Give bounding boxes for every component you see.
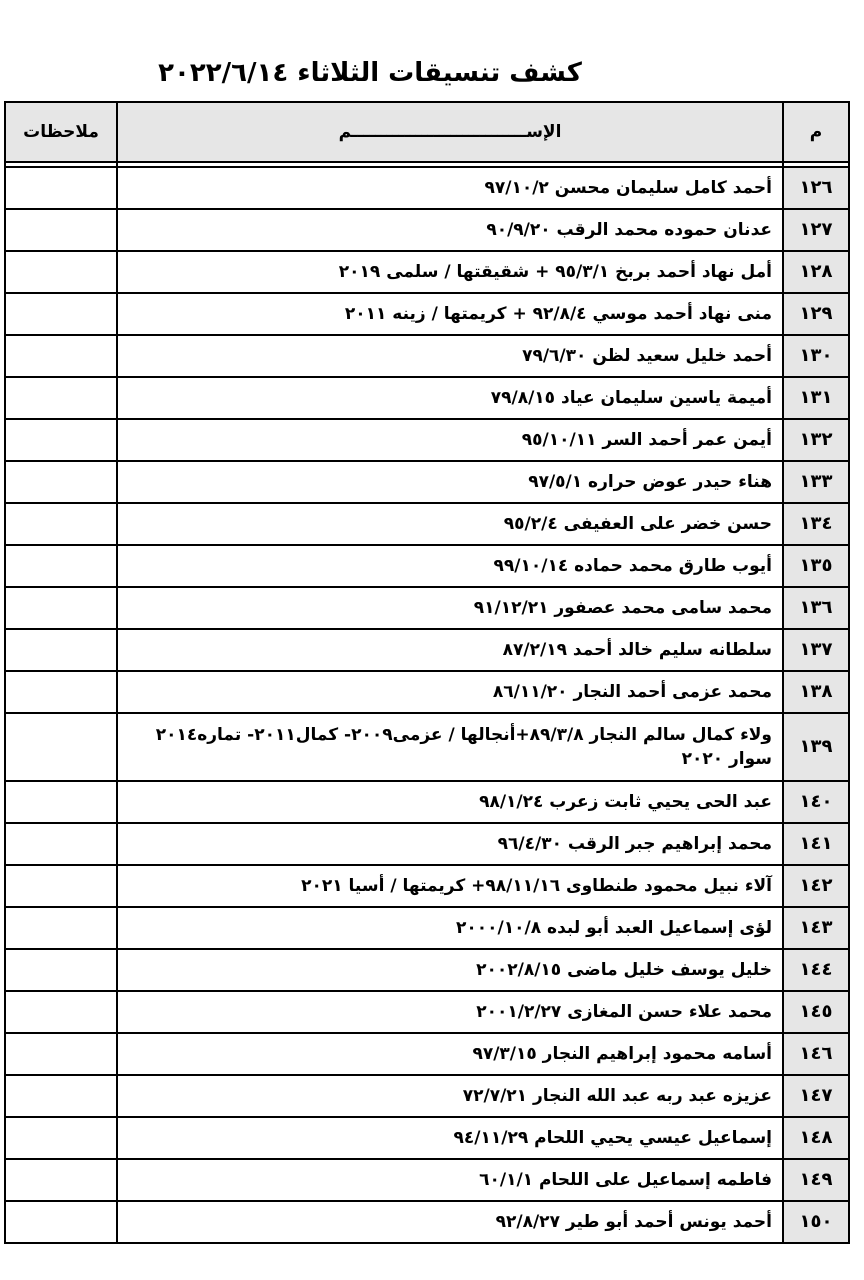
row-notes bbox=[5, 545, 117, 587]
row-name: أحمد يونس أحمد أبو طير ٩٢/٨/٢٧ bbox=[117, 1201, 783, 1243]
row-name: عدنان حموده محمد الرقب ٩٠/٩/٢٠ bbox=[117, 209, 783, 251]
table-row bbox=[5, 377, 849, 419]
row-name: أحمد خليل سعيد لظن ٧٩/٦/٣٠ bbox=[117, 335, 783, 377]
table-row bbox=[5, 907, 849, 949]
table-row bbox=[5, 629, 849, 671]
row-notes bbox=[5, 419, 117, 461]
row-number: ١٣٦ bbox=[783, 587, 849, 629]
row-number: ١٣٤ bbox=[783, 503, 849, 545]
row-notes bbox=[5, 713, 117, 781]
row-notes bbox=[5, 503, 117, 545]
row-number: ١٤٤ bbox=[783, 949, 849, 991]
row-notes bbox=[5, 1117, 117, 1159]
row-number: ١٤٧ bbox=[783, 1075, 849, 1117]
row-number: ١٤٦ bbox=[783, 1033, 849, 1075]
row-name: محمد سامى محمد عصفور ٩١/١٢/٢١ bbox=[117, 587, 783, 629]
row-notes bbox=[5, 587, 117, 629]
row-name: منى نهاد أحمد موسي ٩٢/٨/٤ + كريمتها / زينه ٢٠١١ bbox=[117, 293, 783, 335]
row-notes bbox=[5, 781, 117, 823]
row-name: عزيزه عبد ربه عبد الله النجار ٧٢/٧/٢١ bbox=[117, 1075, 783, 1117]
row-number: ١٤٥ bbox=[783, 991, 849, 1033]
row-name: أيمن عمر أحمد السر ٩٥/١٠/١١ bbox=[117, 419, 783, 461]
row-notes bbox=[5, 949, 117, 991]
table-row bbox=[5, 1033, 849, 1075]
row-notes bbox=[5, 167, 117, 209]
table-row bbox=[5, 865, 849, 907]
row-notes bbox=[5, 251, 117, 293]
table-row bbox=[5, 1117, 849, 1159]
row-name: حسن خضر على العفيفى ٩٥/٢/٤ bbox=[117, 503, 783, 545]
row-number: ١٤٩ bbox=[783, 1159, 849, 1201]
row-number: ١٣٢ bbox=[783, 419, 849, 461]
header-notes: ملاحظات bbox=[5, 102, 117, 162]
row-number: ١٣٠ bbox=[783, 335, 849, 377]
row-name: أيوب طارق محمد حماده ٩٩/١٠/١٤ bbox=[117, 545, 783, 587]
table-row bbox=[5, 823, 849, 865]
row-number: ١٥٠ bbox=[783, 1201, 849, 1243]
names-table bbox=[4, 101, 850, 1244]
row-notes bbox=[5, 335, 117, 377]
row-number: ١٤٢ bbox=[783, 865, 849, 907]
page-title: كشف تنسيقات الثلاثاء ٢٠٢٢/٦/١٤ bbox=[158, 58, 582, 88]
row-name: خليل يوسف خليل ماضى ٢٠٠٢/٨/١٥ bbox=[117, 949, 783, 991]
row-name: عبد الحى يحيي ثابت زعرب ٩٨/١/٢٤ bbox=[117, 781, 783, 823]
row-number: ١٤٣ bbox=[783, 907, 849, 949]
row-number: ١٤٨ bbox=[783, 1117, 849, 1159]
table-row bbox=[5, 991, 849, 1033]
header-name: الإســــــــــــــــــــــــــــــم bbox=[117, 102, 783, 162]
table-row bbox=[5, 461, 849, 503]
table-row bbox=[5, 419, 849, 461]
row-number: ١٢٩ bbox=[783, 293, 849, 335]
row-notes bbox=[5, 461, 117, 503]
row-notes bbox=[5, 629, 117, 671]
table-row bbox=[5, 251, 849, 293]
row-number: ١٤٠ bbox=[783, 781, 849, 823]
table-row bbox=[5, 587, 849, 629]
row-notes bbox=[5, 377, 117, 419]
row-notes bbox=[5, 293, 117, 335]
row-name: أميمة ياسين سليمان عياد ٧٩/٨/١٥ bbox=[117, 377, 783, 419]
table-row bbox=[5, 503, 849, 545]
table-row bbox=[5, 335, 849, 377]
row-number: ١٣١ bbox=[783, 377, 849, 419]
row-notes bbox=[5, 823, 117, 865]
row-number: ١٣٩ bbox=[783, 713, 849, 781]
row-name: محمد عزمى أحمد النجار ٨٦/١١/٢٠ bbox=[117, 671, 783, 713]
row-number: ١٣٥ bbox=[783, 545, 849, 587]
row-notes bbox=[5, 991, 117, 1033]
table-row bbox=[5, 167, 849, 209]
table-row bbox=[5, 545, 849, 587]
row-name: محمد إبراهيم جبر الرقب ٩٦/٤/٣٠ bbox=[117, 823, 783, 865]
table-header-row bbox=[5, 102, 849, 162]
table-row bbox=[5, 671, 849, 713]
row-name: أحمد كامل سليمان محسن ٩٧/١٠/٢ bbox=[117, 167, 783, 209]
row-notes bbox=[5, 1201, 117, 1243]
row-number: ١٣٨ bbox=[783, 671, 849, 713]
table-row bbox=[5, 781, 849, 823]
row-name: محمد علاء حسن المغازى ٢٠٠١/٢/٢٧ bbox=[117, 991, 783, 1033]
row-notes bbox=[5, 907, 117, 949]
row-name: لؤى إسماعيل العبد أبو لبده ٢٠٠٠/١٠/٨ bbox=[117, 907, 783, 949]
row-number: ١٣٣ bbox=[783, 461, 849, 503]
row-notes bbox=[5, 1159, 117, 1201]
row-notes bbox=[5, 865, 117, 907]
table-body bbox=[5, 162, 849, 1243]
row-notes bbox=[5, 671, 117, 713]
row-name: فاطمه إسماعيل على اللحام ٦٠/١/١ bbox=[117, 1159, 783, 1201]
row-number: ١٢٨ bbox=[783, 251, 849, 293]
table-row bbox=[5, 209, 849, 251]
row-number: ١٣٧ bbox=[783, 629, 849, 671]
row-name: إسماعيل عيسي يحيي اللحام ٩٤/١١/٢٩ bbox=[117, 1117, 783, 1159]
row-name: آلاء نبيل محمود طنطاوى ٩٨/١١/١٦+ كريمتها / أسيا ٢٠٢١ bbox=[117, 865, 783, 907]
row-name: ولاء كمال سالم النجار ٨٩/٣/٨+أنجالها / عزمى٢٠٠٩- كمال٢٠١١- تماره٢٠١٤ سوار ٢٠٢٠ bbox=[117, 713, 783, 781]
table-row bbox=[5, 1201, 849, 1243]
row-number: ١٤١ bbox=[783, 823, 849, 865]
row-name: أمل نهاد أحمد بربخ ٩٥/٣/١ + شقيقتها / سلمى ٢٠١٩ bbox=[117, 251, 783, 293]
row-number: ١٢٦ bbox=[783, 167, 849, 209]
row-number: ١٢٧ bbox=[783, 209, 849, 251]
row-notes bbox=[5, 209, 117, 251]
header-num: م bbox=[783, 102, 849, 162]
row-name: هناء حيدر عوض حراره ٩٧/٥/١ bbox=[117, 461, 783, 503]
row-notes bbox=[5, 1033, 117, 1075]
row-notes bbox=[5, 1075, 117, 1117]
table-row bbox=[5, 1159, 849, 1201]
row-name: سلطانه سليم خالد أحمد ٨٧/٢/١٩ bbox=[117, 629, 783, 671]
table-row bbox=[5, 949, 849, 991]
table-row bbox=[5, 293, 849, 335]
table-row bbox=[5, 713, 849, 781]
table-row bbox=[5, 1075, 849, 1117]
row-name: أسامه محمود إبراهيم النجار ٩٧/٣/١٥ bbox=[117, 1033, 783, 1075]
